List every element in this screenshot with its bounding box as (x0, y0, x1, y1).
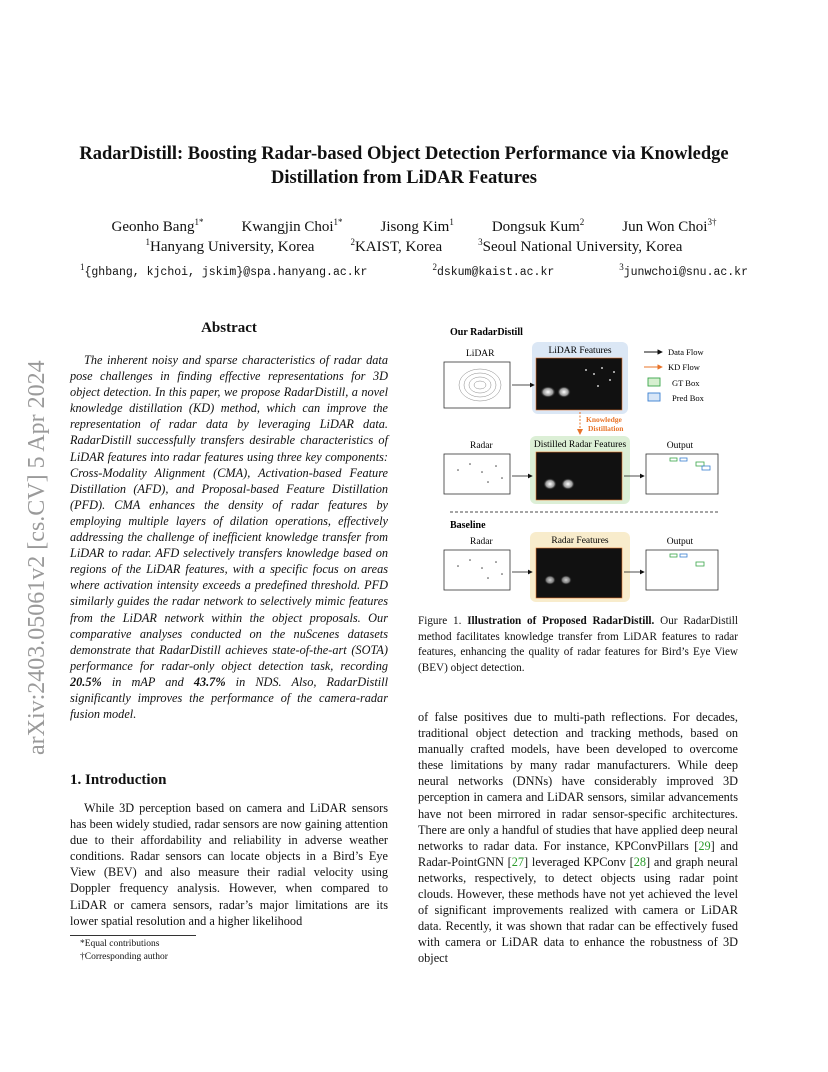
affiliation: $^2$KAIST, Korea (350, 237, 443, 255)
author: Jun Won Choi$^{3\dagger}$ (622, 217, 717, 235)
citation-link[interactable]: 29 (698, 838, 711, 853)
legend-data-flow: Data Flow (668, 347, 704, 357)
map-value: 20.5% (70, 674, 102, 689)
author: Jisong Kim$^1$ (380, 217, 454, 235)
affiliation: $^1$Hanyang University, Korea (145, 237, 315, 255)
radar-label-baseline: Radar (470, 537, 493, 547)
output-ours (646, 454, 718, 494)
output-label-baseline: Output (666, 537, 694, 547)
footnote: *Equal contributions (80, 939, 160, 949)
footnote: †Corresponding author (80, 952, 168, 962)
lidar-features-label: LiDAR Features (548, 346, 612, 356)
affiliation: $^3$Seoul National University, Korea (478, 237, 683, 255)
radar-label: Radar (470, 441, 493, 451)
distilled-feature-map (536, 452, 622, 500)
email[interactable]: $^3$junwchoi@snu.ac.kr (619, 262, 748, 279)
radar-input-baseline (444, 550, 510, 590)
nds-value: 43.7% (193, 674, 226, 689)
legend-pred-box: Pred Box (672, 393, 704, 403)
distilled-features-label: Distilled Radar Features (533, 440, 627, 450)
abstract-heading: Abstract (201, 320, 257, 336)
figure-1 (418, 322, 742, 612)
radar-feature-map (536, 548, 622, 598)
radar-features-label: Radar Features (551, 536, 609, 546)
paper-title: RadarDistill: Boosting Radar-based Object Detection Performance via Knowledge Distillation from LiDAR Features (79, 144, 729, 188)
footnote-rule (70, 935, 196, 936)
output-label-ours: Output (666, 441, 694, 451)
email-list (80, 262, 748, 279)
kd-label-1: Knowledge (586, 415, 622, 424)
intro-continued-text: of false positives due to multi-path reflections. For decades, traditional object detection and tracking methods, based on manually crafted models, have been developed to overcome these limitations by many radar manufacturers. While deep neural networks (DNNs) have considerably improved 3D perception in camera and LiDAR sensors, similar advancements have not been mirrored in radar sensor-specific architectures. There are only a handful of studies that have applied deep neural networks to radar data. For instance, KPConvPillars [29] and Radar-PointGNN [27] leveraged KPConv [28] and graph neural networks, respectively, to detect objects using radar point clouds. However, these methods have not yet achieved the level of significant improvements realized with camera or LiDAR data. Recently, it was shown that radar can be effectively fused with camera or LiDAR data to enhance the robustness of 3D object (418, 710, 738, 966)
output-baseline (646, 550, 718, 590)
section-baseline: Baseline (450, 520, 486, 531)
legend-gt-box: GT Box (672, 378, 700, 388)
citation-link[interactable]: 28 (633, 854, 647, 869)
lidar-feature-map (536, 358, 622, 410)
section-our-radardistill: Our RadarDistill (450, 327, 523, 338)
radar-input (444, 454, 510, 494)
legend (644, 347, 705, 403)
author: Kwangjin Choi$^{1*}$ (241, 217, 343, 235)
intro-heading: 1. Introduction (70, 772, 167, 788)
lidar-label: LiDAR (466, 349, 495, 359)
author-block (60, 218, 768, 257)
intro-text: While 3D perception based on camera and LiDAR sensors has been widely studied, radar sensors are now gaining attention due to their affordability and reliability in adverse weather conditions. Radar sensors can locate objects in a Bird’s Eye View (BEV) and also measure their radial velocity using Doppler frequency analysis. However, when compared to LiDAR or camera sensors, radar’s major limitations are its lower spatial resolution and a higher likelihood (70, 801, 388, 928)
arxiv-identifier (14, 290, 54, 760)
email[interactable]: $^1${ghbang, kjchoi, jskim}@spa.hanyang.ac.kr (80, 262, 368, 279)
affiliation-list (60, 238, 768, 257)
arxiv-text: arXiv:2403.05061v2 [cs.CV] 5 Apr 2024 (24, 360, 50, 755)
legend-kd-flow: KD Flow (668, 362, 700, 372)
author: Dongsuk Kum$^2$ (491, 217, 585, 235)
email[interactable]: $^2$dskum@kaist.ac.kr (432, 262, 555, 279)
footnotes (80, 938, 168, 964)
abstract-text: The inherent noisy and sparse characteristics of radar data pose challenges in finding effective representations for 3D object detection. In this paper, we propose RadarDistill, a novel knowledge distillation (KD) method, which can improve the representation of radar data by leveraging LiDAR data. RadarDistill successfully transfers desirable characteristics of LiDAR features into radar features using three key components: Cross-Modality Alignment (CMA), Activation-based Feature Distillation (AFD), and Proposal-based Feature Distillation (PFD). CMA enhances the density of radar features by employing multiple layers of dilation operations, effectively addressing the challenge of inefficient knowledge transfer from LiDAR to radar. AFD selectively transfers knowledge based on regions of the LiDAR features, with a specific focus on areas where activation intensity exceeds a predefined threshold. PFD similarly guides the radar network to selectively mimic features from the LiDAR network within the object proposals. Our comparative analyses conducted on the nuScenes datasets demonstrate that RadarDistill achieves state-of-the-art (SOTA) performance for radar-only object detection task, recording 20.5% in mAP and 43.7% in NDS. Also, RadarDistill significantly improves the performance of the camera-radar fusion model. (70, 353, 388, 722)
citation-link[interactable]: 27 (511, 854, 525, 869)
author-list (60, 218, 768, 237)
figure-caption: Figure 1. Illustration of Proposed RadarDistill. Our RadarDistill method facilitates knowledge transfer from LiDAR features to radar features, enhancing the quality of radar features for Bird’s Eye View (BEV) object detection. (418, 615, 739, 674)
author: Geonho Bang$^{1*}$ (111, 217, 204, 235)
kd-label-2: Distillation (588, 424, 624, 433)
